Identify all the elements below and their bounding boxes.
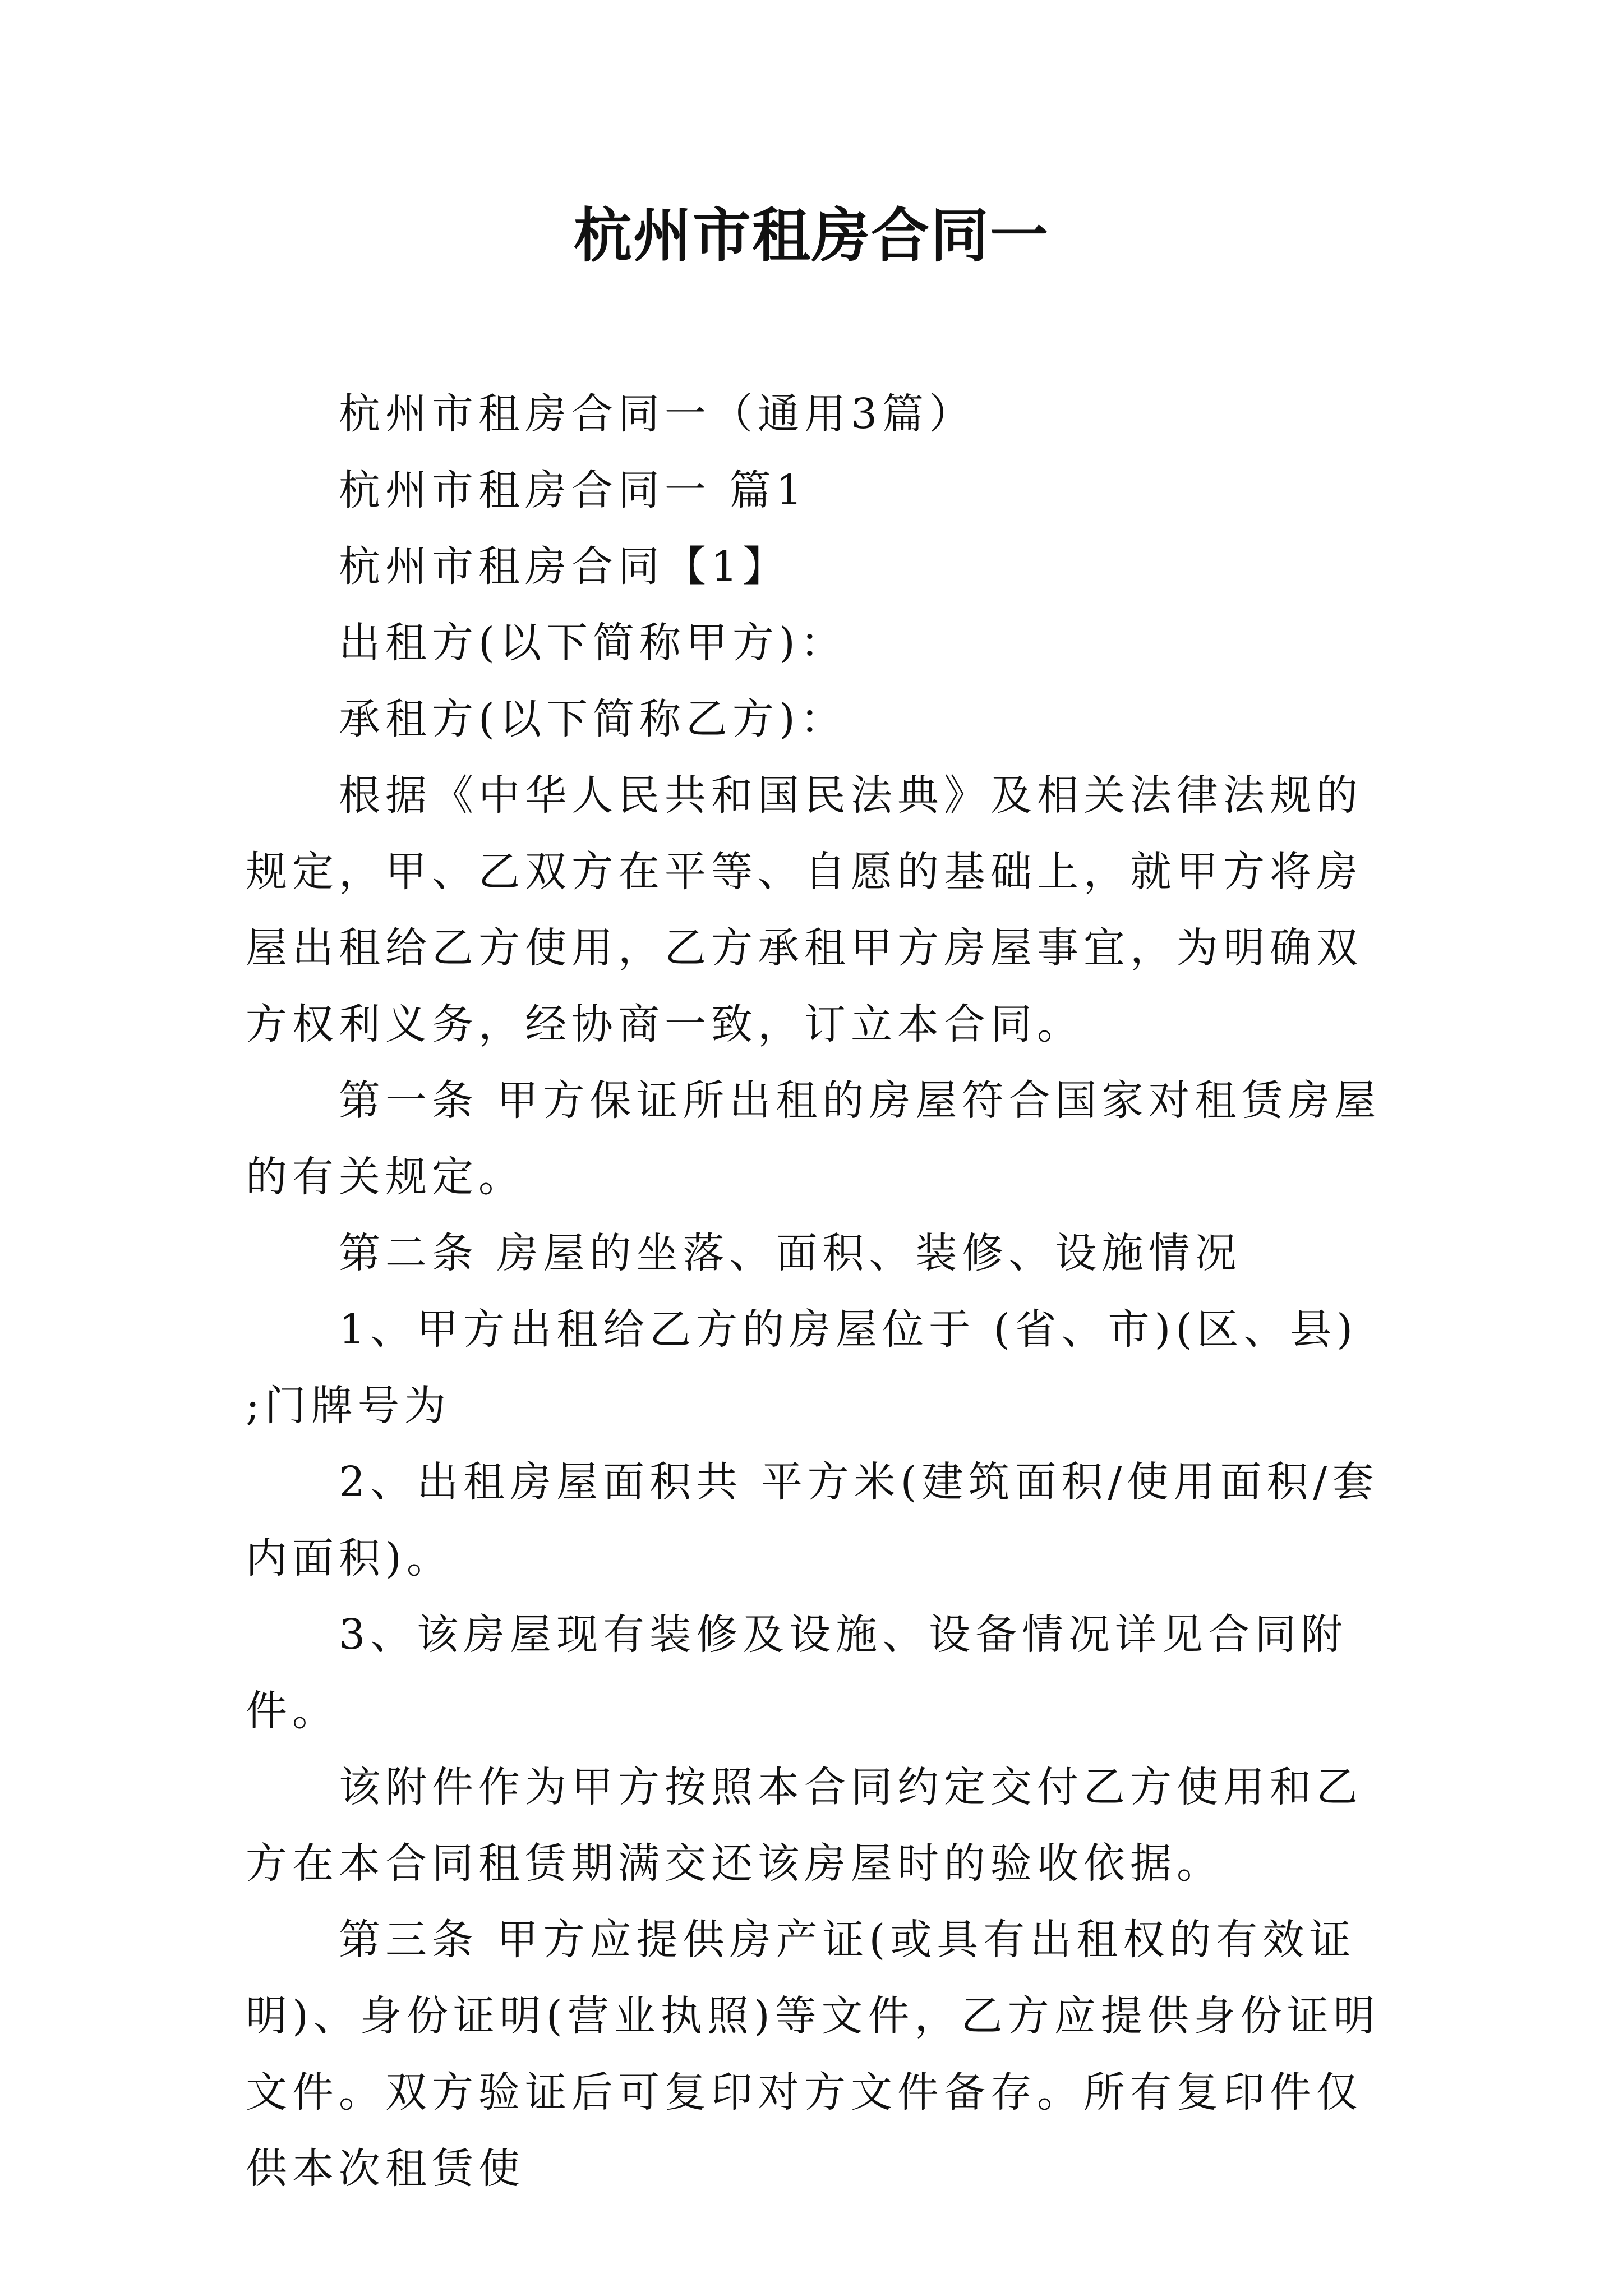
paragraph-annex: 该附件作为甲方按照本合同约定交付乙方使用和乙方在本合同租赁期满交还该房屋时的验收依据。 xyxy=(246,1763,1363,1888)
paragraph-item-1: 1、甲方出租给乙方的房屋位于 (省、市)(区、县) ;门牌号为 xyxy=(246,1305,1358,1430)
paragraph-article-3: 第三条 甲方应提供房产证(或具有出租权的有效证明)、身份证明(营业执照)等文件，乙方应提供身份证明文件。双方验证后可复印对方文件备存。所有复印件仅供本次租赁使 xyxy=(246,1916,1380,2193)
document-title: 杭州市租房合同一 xyxy=(573,201,1049,270)
paragraph-subtitle: 杭州市租房合同一（通用3篇） xyxy=(339,390,976,438)
paragraph-item-2: 2、出租房屋面积共 平方米(建筑面积/使用面积/套内面积)。 xyxy=(246,1458,1379,1582)
document-body xyxy=(246,376,1390,2207)
paragraph-preamble: 根据《中华人民共和国民法典》及相关法律法规的规定，甲、乙双方在平等、自愿的基础上，就甲方将房屋出租给乙方使用，乙方承租甲方房屋事宜，为明确双方权利义务，经协商一致，订立本合同。 xyxy=(246,771,1363,1048)
paragraph-section-heading: 杭州市租房合同一 篇1 xyxy=(339,466,808,514)
paragraph-item-3: 3、该房屋现有装修及设施、设备情况详见合同附件。 xyxy=(246,1611,1348,1735)
paragraph-lessee: 承租方(以下简称乙方)： xyxy=(339,695,847,743)
paragraph-article-2: 第二条 房屋的坐落、面积、装修、设施情况 xyxy=(339,1229,1242,1277)
paragraph-article-1: 第一条 甲方保证所出租的房屋符合国家对租赁房屋的有关规定。 xyxy=(246,1076,1381,1201)
paragraph-lessor: 出租方(以下简称甲方)： xyxy=(339,619,847,667)
paragraph-contract-heading: 杭州市租房合同【1】 xyxy=(339,542,790,591)
